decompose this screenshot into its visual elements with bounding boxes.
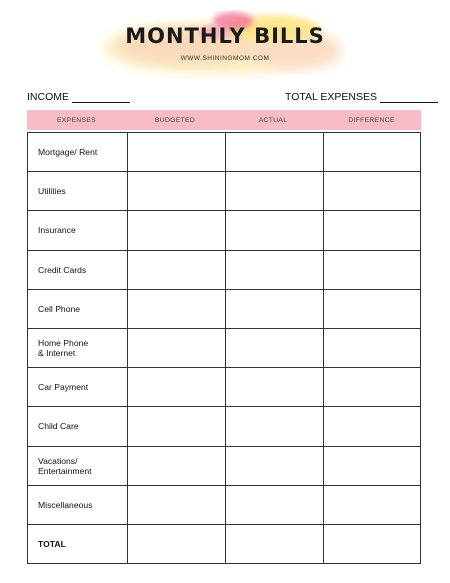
budgeted-cell[interactable] bbox=[127, 486, 225, 524]
difference-cell[interactable] bbox=[323, 251, 422, 289]
budgeted-cell[interactable] bbox=[127, 172, 225, 210]
expense-label bbox=[28, 368, 127, 406]
budgeted-cell[interactable] bbox=[127, 447, 225, 485]
expense-label-text: Mortgage/ Rent bbox=[38, 147, 98, 158]
difference-cell[interactable] bbox=[323, 290, 422, 328]
budgeted-cell[interactable] bbox=[127, 133, 225, 171]
difference-cell[interactable] bbox=[323, 133, 422, 171]
difference-cell[interactable] bbox=[323, 172, 422, 210]
actual-cell[interactable] bbox=[225, 290, 323, 328]
actual-cell[interactable] bbox=[225, 172, 323, 210]
table-row bbox=[28, 210, 420, 249]
expense-label-text: Credit Cards bbox=[38, 264, 87, 275]
difference-cell[interactable] bbox=[323, 368, 422, 406]
actual-cell[interactable] bbox=[225, 133, 323, 171]
income-label: INCOME bbox=[27, 91, 69, 103]
table-row bbox=[28, 250, 420, 289]
actual-cell[interactable] bbox=[225, 251, 323, 289]
income-blank-line[interactable] bbox=[72, 92, 130, 103]
expense-label bbox=[28, 290, 127, 328]
budgeted-cell[interactable] bbox=[127, 251, 225, 289]
table-row bbox=[28, 446, 420, 485]
expense-label bbox=[28, 525, 127, 563]
difference-cell[interactable] bbox=[323, 486, 422, 524]
expense-label bbox=[28, 407, 127, 445]
actual-cell[interactable] bbox=[225, 329, 323, 367]
difference-cell[interactable] bbox=[323, 211, 422, 249]
table-header bbox=[27, 110, 421, 130]
table-row bbox=[28, 171, 420, 210]
expense-label bbox=[28, 447, 127, 485]
table-row bbox=[28, 289, 420, 328]
budgeted-cell[interactable] bbox=[127, 368, 225, 406]
actual-cell[interactable] bbox=[225, 447, 323, 485]
difference-cell[interactable] bbox=[323, 407, 422, 445]
table-row bbox=[28, 367, 420, 406]
expense-label-text: Child Care bbox=[38, 421, 79, 432]
actual-cell[interactable] bbox=[225, 525, 323, 563]
total-expenses-label: TOTAL EXPENSES bbox=[285, 91, 378, 103]
column-header-actual: ACTUAL bbox=[258, 116, 288, 124]
table-body bbox=[27, 132, 421, 564]
expense-label bbox=[28, 486, 127, 524]
column-header-expenses: EXPENSES bbox=[56, 116, 97, 124]
expense-label bbox=[28, 172, 127, 210]
table-row bbox=[28, 406, 420, 445]
income-field[interactable] bbox=[27, 91, 130, 103]
table-row bbox=[28, 524, 420, 563]
actual-cell[interactable] bbox=[225, 407, 323, 445]
expense-label-text: TOTAL bbox=[38, 538, 66, 549]
expense-label-text: Miscellaneous bbox=[38, 499, 93, 510]
expense-label-text: Car Payment bbox=[38, 382, 89, 393]
expense-label-text: Vacations/ Entertainment bbox=[38, 455, 92, 476]
expense-label-text: Home Phone & Internet bbox=[38, 338, 89, 359]
budgeted-cell[interactable] bbox=[127, 407, 225, 445]
website-url: WWW.SHININGMOM.COM bbox=[180, 55, 270, 62]
expense-label bbox=[28, 211, 127, 249]
page-title: MONTHLY BILLS bbox=[125, 24, 325, 48]
budgeted-cell[interactable] bbox=[127, 329, 225, 367]
bills-table bbox=[27, 110, 421, 564]
expense-label-text: Cell Phone bbox=[38, 303, 81, 314]
actual-cell[interactable] bbox=[225, 368, 323, 406]
table-row bbox=[28, 485, 420, 524]
budgeted-cell[interactable] bbox=[127, 525, 225, 563]
total-expenses-field[interactable] bbox=[285, 91, 438, 103]
expense-label bbox=[28, 251, 127, 289]
budgeted-cell[interactable] bbox=[127, 290, 225, 328]
actual-cell[interactable] bbox=[225, 486, 323, 524]
difference-cell[interactable] bbox=[323, 525, 422, 563]
difference-cell[interactable] bbox=[323, 329, 422, 367]
actual-cell[interactable] bbox=[225, 211, 323, 249]
column-header-budgeted: BUDGETED bbox=[154, 116, 196, 124]
table-row bbox=[28, 132, 420, 171]
budgeted-cell[interactable] bbox=[127, 211, 225, 249]
difference-cell[interactable] bbox=[323, 447, 422, 485]
expense-label bbox=[28, 133, 127, 171]
total-expenses-blank-line[interactable] bbox=[380, 92, 438, 103]
expense-label bbox=[28, 329, 127, 367]
column-header-difference: DIFFERENCE bbox=[348, 116, 395, 124]
expense-label-text: Utilities bbox=[38, 186, 66, 197]
table-row bbox=[28, 328, 420, 367]
expense-label-text: Insurance bbox=[38, 225, 76, 236]
